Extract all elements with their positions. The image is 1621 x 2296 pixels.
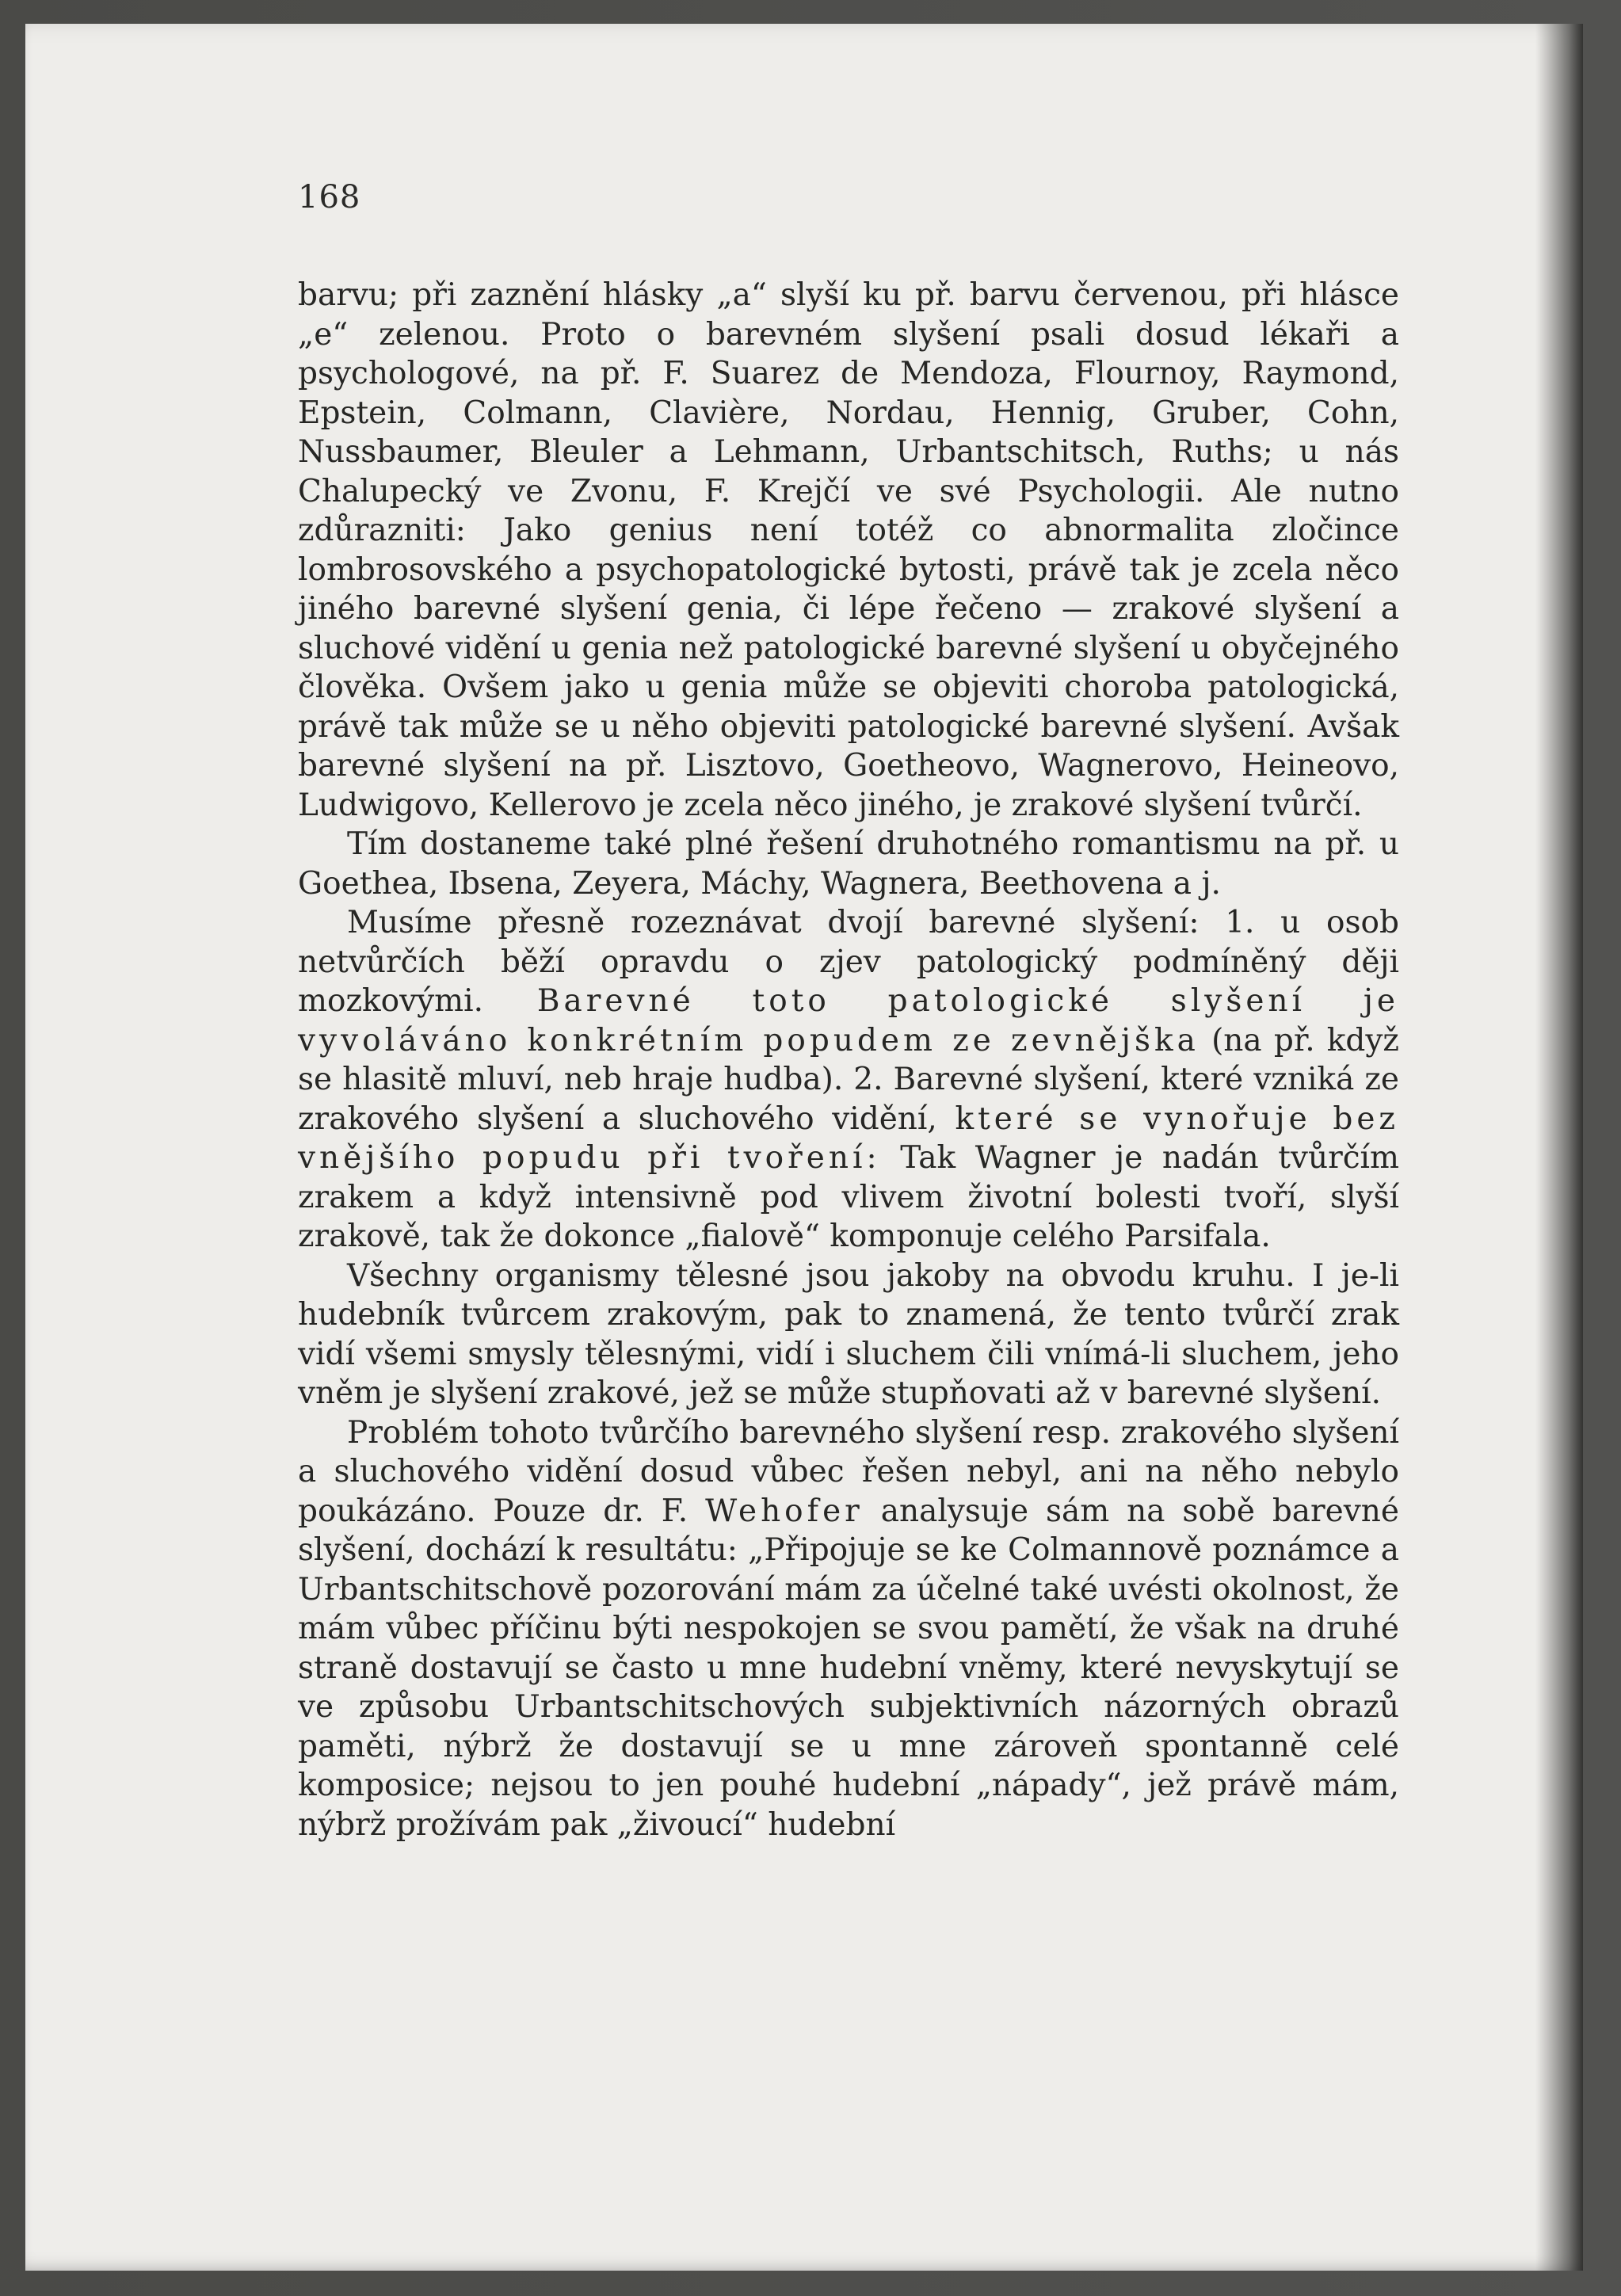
text-segment: analysuje sám na sobě barevné slyšení, dochází k resultátu: „Připojuje se ke Colmannově poznámce a Urbantschitschově pozorování mám za účelné také uvésti okolnost, že mám vůbec příčinu býti nespokojen se svou pamětí, že však na druhé straně dostavují se často u mne hudební vněmy, které nevyskytují se ve způsobu Urbantschitschových subjektivních názorných obrazů paměti, nýbrž že dostavují se u mne zároveň spontanně celé komposice; nejsou to jen pouhé hudební „nápady“, jež právě mám, nýbrž prožívám pak „živoucí“ hudební [298, 1493, 1399, 1843]
text-segment: Problém tohoto tvůrčího barevného slyšení resp. zrakového slyšení a sluchového vidění dosud vůbec řešen nebyl, ani na něho nebylo poukázáno. Pouze dr. F. [298, 1414, 1399, 1529]
book-page [25, 24, 1583, 2271]
paragraph [298, 903, 1399, 1257]
text-segment: Všechny organismy tělesné jsou jakoby na obvodu kruhu. I je-li hudebník tvůrcem zrakovým, pak to znamená, že tento tvůrčí zrak vidí všemi smysly tělesnými, vidí i sluchem čili vnímá-li sluchem, jeho vněm je slyšení zrakové, jež se může stupňovati až v barevné slyšení. [298, 1257, 1399, 1411]
paragraph [298, 825, 1399, 903]
paragraph [298, 1257, 1399, 1413]
text-segment: barvu; při zaznění hlásky „a“ slyší ku př. barvu červenou, při hlásce „e“ zelenou. Proto o barevném slyšení psali dosud lékaři a psychologové, na př. F. Suarez de Mendoza, Flournoy, Raymond, Epstein, Colmann, Clavière, Nordau, Hennig, Gruber, Cohn, Nussbaumer, Bleuler a Lehmann, Urbantschitsch, Ruths; u nás Chalupecký ve Zvonu, F. Krejčí ve své Psychologii. Ale nutno zdůrazniti: Jako genius není totéž co abnormalita zločince lombrosovského a psychopatologické bytosti, právě tak je zcela něco jiného barevné slyšení genia, či lépe řečeno — zrakové slyšení a sluchové vidění u genia než patologické barevné slyšení u obyčejného člověka. Ovšem jako u genia může se objeviti choroba patologická, právě tak může se u něho objeviti patologické barevné slyšení. Avšak barevné slyšení na př. Lisztovo, Goetheovo, Wagnerovo, Heineovo, Ludwigovo, Kellerovo je zcela něco jiného, je zrakové slyšení tvůrčí. [298, 277, 1399, 823]
page-gutter-shadow [1535, 24, 1583, 2271]
text-segment: (na př. když se hlasitě mluví, neb hraje hudba). 2. Barevné slyšení, které vzniká ze zrakového slyšení a sluchového vidění, [298, 1022, 1399, 1137]
spaced-emphasis: které se vynořuje bez vnějšího popudu při tvoření: [298, 1100, 1399, 1176]
text-segment: Tak Wagner je nadán tvůrčím zrakem a když intensivně pod vlivem životní bolesti tvoří, slyší zrakově, tak že dokonce „fialově“ komponuje celého Parsifala. [298, 1140, 1400, 1254]
body-text [298, 276, 1399, 1844]
spaced-emphasis: Barevné toto patologické slyšení je vyvoláváno konkrétním popudem ze zevnějška [298, 983, 1399, 1058]
paragraph [298, 1413, 1399, 1845]
spaced-emphasis: Wehofer [705, 1493, 864, 1529]
text-segment: Musíme přesně rozeznávat dvojí barevné slyšení: 1. u osob netvůrčích běží opravdu o zjev patologický podmíněný ději mozkovými. [298, 905, 1399, 1019]
text-segment: Tím dostaneme také plné řešení druhotného romantismu na př. u Goethea, Ibsena, Zeyera, Máchy, Wagnera, Beethovena a j. [298, 826, 1399, 902]
paragraph [298, 276, 1399, 825]
page-number: 168 [298, 179, 361, 215]
